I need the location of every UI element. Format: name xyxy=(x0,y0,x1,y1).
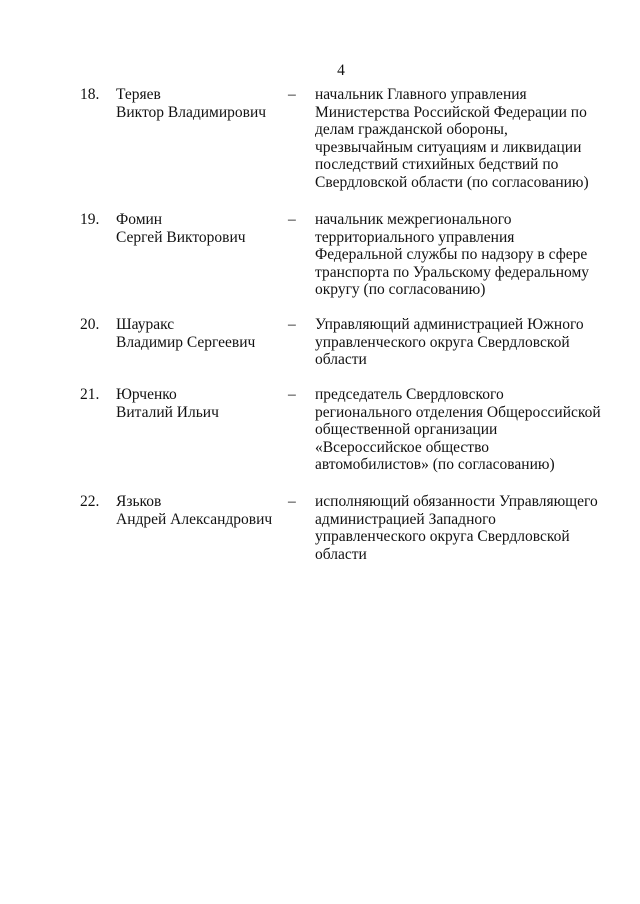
position-line: начальник межрегионального xyxy=(315,211,512,228)
entry-number: 18. xyxy=(80,86,100,103)
member-surname: Юрченко xyxy=(116,386,177,403)
separator-dash: – xyxy=(288,316,296,333)
position-line: «Всероссийское общество xyxy=(315,438,490,456)
member-given-name: Виталий Ильич xyxy=(116,403,219,421)
member-name xyxy=(116,386,219,421)
position-line: председатель Свердловского xyxy=(315,386,504,403)
entry-number: 21. xyxy=(80,386,100,403)
position-line: транспорта по Уральскому федеральному xyxy=(315,263,590,281)
member-name xyxy=(116,493,272,528)
page-number: 4 xyxy=(337,62,345,79)
position-line: исполняющий обязанности Управляющего xyxy=(315,493,598,510)
list-item xyxy=(0,493,640,583)
member-surname: Фомин xyxy=(116,211,163,228)
member-given-name: Андрей Александрович xyxy=(116,510,273,528)
position-line: управленческого округа Свердловской xyxy=(315,528,570,545)
position-line: начальник Главного управления xyxy=(315,86,527,103)
list-item xyxy=(0,386,640,493)
position-line: управленческого округа Свердловской xyxy=(315,333,570,351)
position-line: округу (по согласованию) xyxy=(315,281,486,298)
member-name xyxy=(116,316,255,351)
member-list xyxy=(0,86,640,583)
member-surname: Язьков xyxy=(116,493,162,510)
position-line: Министерства Российской Федерации по xyxy=(315,103,587,121)
separator-dash: – xyxy=(288,386,296,403)
position-line: области xyxy=(315,545,367,563)
separator-dash: – xyxy=(288,211,296,228)
separator-dash: – xyxy=(288,86,296,103)
position-line: Управляющий администрацией Южного xyxy=(315,316,584,333)
list-item xyxy=(0,316,640,386)
member-position xyxy=(315,211,605,299)
member-position xyxy=(315,386,605,474)
position-line: общественной организации xyxy=(315,421,498,438)
list-item xyxy=(0,86,640,211)
separator-dash: – xyxy=(288,493,296,510)
member-name xyxy=(116,86,266,121)
member-given-name: Виктор Владимирович xyxy=(116,103,267,121)
position-line: Свердловской области (по согласованию) xyxy=(315,173,589,191)
member-position xyxy=(315,86,605,191)
entry-number: 22. xyxy=(80,493,100,510)
member-surname: Теряев xyxy=(116,86,161,103)
member-position xyxy=(315,493,605,563)
position-line: регионального отделения Общероссийской xyxy=(315,403,601,421)
entry-number: 20. xyxy=(80,316,100,333)
position-line: последствий стихийных бедствий по xyxy=(315,156,559,173)
member-given-name: Сергей Викторович xyxy=(116,228,246,246)
position-line: чрезвычайным ситуациям и ликвидации xyxy=(315,138,582,156)
position-line: автомобилистов» (по согласованию) xyxy=(315,456,555,473)
member-position xyxy=(315,316,605,369)
position-line: территориального управления xyxy=(315,228,515,246)
member-name xyxy=(116,211,246,246)
list-item xyxy=(0,211,640,316)
position-line: Федеральной службы по надзору в сфере xyxy=(315,246,588,263)
member-surname: Шауракс xyxy=(116,316,175,333)
position-line: администрацией Западного xyxy=(315,510,496,528)
member-given-name: Владимир Сергеевич xyxy=(116,333,256,351)
position-line: делам гражданской обороны, xyxy=(315,121,508,138)
entry-number: 19. xyxy=(80,211,100,228)
position-line: области xyxy=(315,351,367,368)
